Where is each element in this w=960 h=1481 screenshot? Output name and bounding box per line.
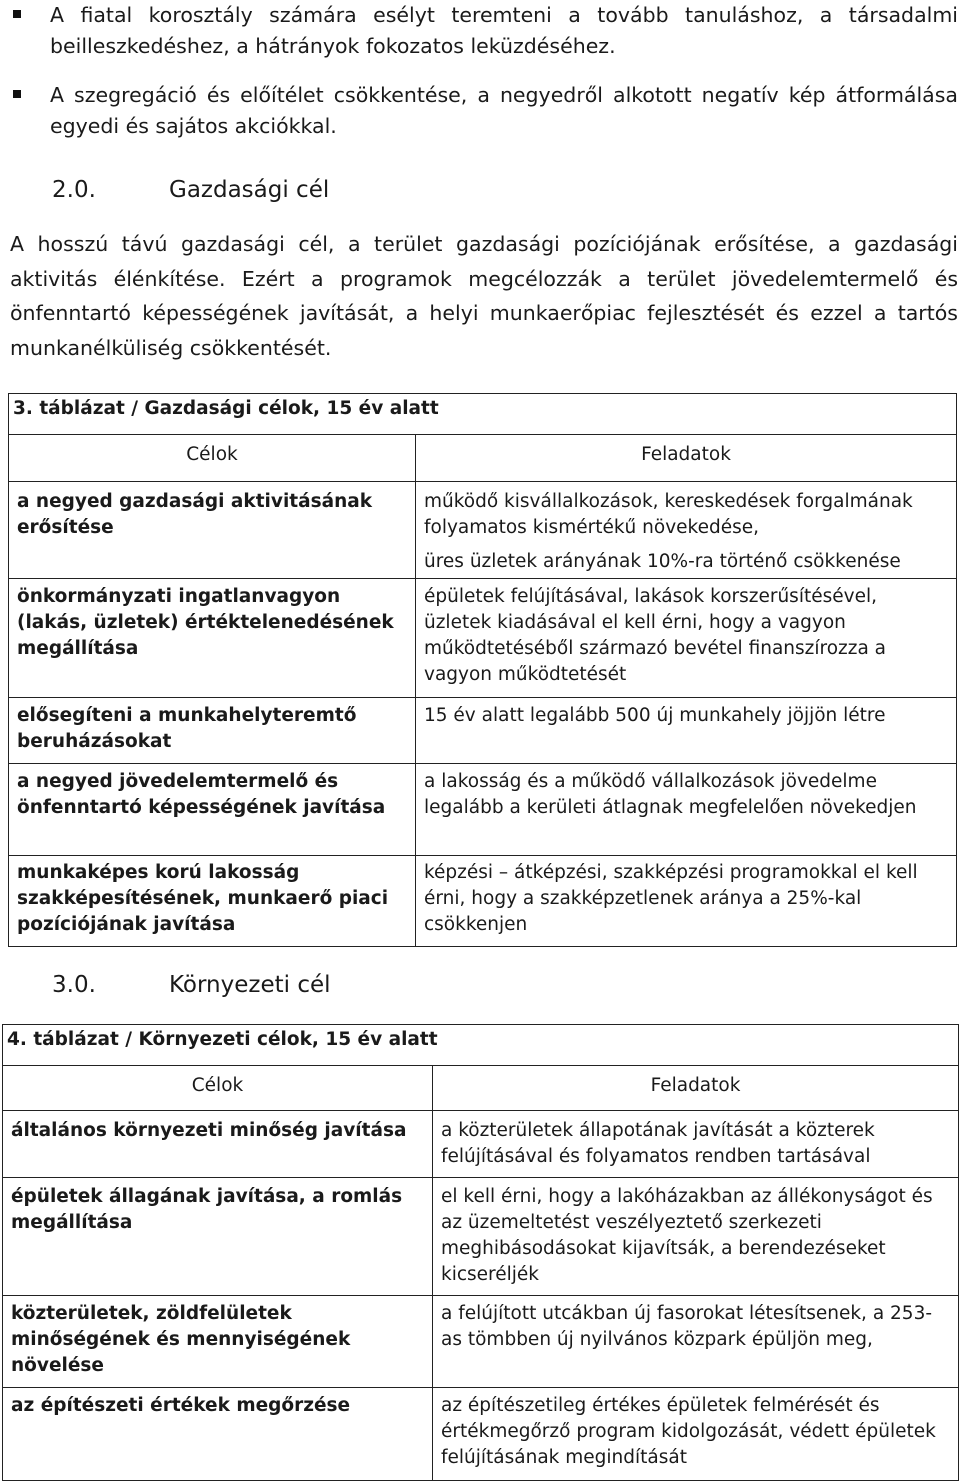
task-line: az építészetileg értékes épületek felmérését és értékmegőrző program kidolgozását, védett épületek felújításának megindítását bbox=[441, 1395, 936, 1468]
bullet-text: A fiatal korosztály számára esélyt teremteni a tovább tanuláshoz, a társadalmi beilleszkedéshez, a hátrányok fokozatos leküzdéséhez. bbox=[50, 3, 958, 58]
task-cell bbox=[416, 698, 957, 764]
task-cell bbox=[433, 1388, 959, 1481]
task-line: a közterületek állapotának javítását a közterek felújításával és folyamatos rendben tartásával bbox=[441, 1120, 875, 1167]
task-line: működő kisvállalkozások, kereskedések forgalmának folyamatos kismértékű növekedése, bbox=[424, 491, 913, 538]
task-line: a lakosság és a működő vállalkozások jövedelme legalább a kerületi átlagnak megfelelően növekedjen bbox=[424, 771, 917, 818]
task-cell bbox=[416, 579, 957, 698]
goal-cell: általános környezeti minőség javítása bbox=[3, 1111, 433, 1178]
section-heading-environmental bbox=[52, 972, 452, 1002]
table-row bbox=[9, 579, 957, 698]
section-number: 2.0. bbox=[52, 177, 96, 203]
task-cell bbox=[416, 856, 957, 947]
environmental-goals-table bbox=[2, 1024, 959, 1481]
section-title: Gazdasági cél bbox=[169, 177, 330, 203]
goal-cell: a negyed gazdasági aktivitásának erősítése bbox=[9, 482, 416, 579]
table-row bbox=[9, 482, 957, 579]
task-cell bbox=[433, 1178, 959, 1296]
table-row bbox=[3, 1296, 959, 1388]
bullet-item bbox=[0, 80, 960, 142]
section-title: Környezeti cél bbox=[169, 972, 331, 998]
table-row bbox=[3, 1111, 959, 1178]
goal-cell: munkaképes korú lakosság szakképesítésének, munkaerő piaci pozíciójának javítása bbox=[9, 856, 416, 947]
table-row bbox=[9, 764, 957, 856]
goal-cell: közterületek, zöldfelületek minőségének és mennyiségének növelése bbox=[3, 1296, 433, 1388]
goal-cell: önkormányzati ingatlanvagyon (lakás, üzletek) értéktelenedésének megállítása bbox=[9, 579, 416, 698]
task-cell bbox=[416, 764, 957, 856]
task-line: a felújított utcákban új fasorokat létesítsenek, a 253-as tömbben új nyilvános közpark épüljön meg, bbox=[441, 1303, 933, 1350]
table-row bbox=[9, 856, 957, 947]
column-header-goals: Célok bbox=[9, 435, 416, 482]
bullet-square-icon bbox=[13, 90, 21, 98]
section-heading-economic bbox=[52, 177, 452, 207]
table-row bbox=[3, 1178, 959, 1296]
column-header-tasks: Feladatok bbox=[416, 435, 957, 482]
task-cell bbox=[433, 1111, 959, 1178]
task-cell bbox=[416, 482, 957, 579]
bullet-item bbox=[0, 0, 960, 62]
task-line: üres üzletek arányának 10%-ra történő csökkenése bbox=[424, 551, 901, 572]
table-caption: 4. táblázat / Környezeti célok, 15 év alatt bbox=[3, 1025, 959, 1066]
task-line: képzési – átképzési, szakképzési programokkal el kell érni, hogy a szakképzetlenek aránya a 25%-kal csökkenjen bbox=[424, 862, 918, 935]
goal-cell: a negyed jövedelemtermelő és önfenntartó képességének javítása bbox=[9, 764, 416, 856]
bullet-square-icon bbox=[13, 10, 21, 18]
section-number: 3.0. bbox=[52, 972, 96, 998]
task-line: épületek felújításával, lakások korszerűsítésével, üzletek kiadásával el kell érni, hogy a vagyon működtetéséből származó bevétel finanszírozza a vagyon működtetését bbox=[424, 586, 887, 685]
goal-cell: elősegíteni a munkahelyteremtő beruházásokat bbox=[9, 698, 416, 764]
task-line: el kell érni, hogy a lakóházakban az állékonyságot és az üzemeltetést veszélyeztető szerkezeti meghibásodásokat kijavítsák, a berendezéseket kicseréljék bbox=[441, 1186, 933, 1285]
bullet-text: A szegregáció és előítélet csökkentése, a negyedről alkotott negatív kép átformálása egyedi és sajátos akciókkal. bbox=[50, 83, 958, 138]
economic-goals-table bbox=[8, 393, 957, 947]
table-row bbox=[3, 1388, 959, 1481]
task-cell bbox=[433, 1296, 959, 1388]
column-header-tasks: Feladatok bbox=[433, 1066, 959, 1111]
goal-cell: az építészeti értékek megőrzése bbox=[3, 1388, 433, 1481]
table-row bbox=[9, 698, 957, 764]
task-line: 15 év alatt legalább 500 új munkahely jöjjön létre bbox=[424, 705, 886, 726]
table-caption: 3. táblázat / Gazdasági célok, 15 év alatt bbox=[9, 394, 957, 435]
goal-cell: épületek állagának javítása, a romlás megállítása bbox=[3, 1178, 433, 1296]
column-header-goals: Célok bbox=[3, 1066, 433, 1111]
economic-paragraph: A hosszú távú gazdasági cél, a terület gazdasági pozíciójának erősítése, a gazdasági aktivitás élénkítése. Ezért a programok megcélozzák a terület jövedelemtermelő és önfenntartó képességének javítását, a helyi munkaerőpiac fejlesztését és ezzel a tartós munkanélküliség csökkentését. bbox=[10, 232, 958, 360]
